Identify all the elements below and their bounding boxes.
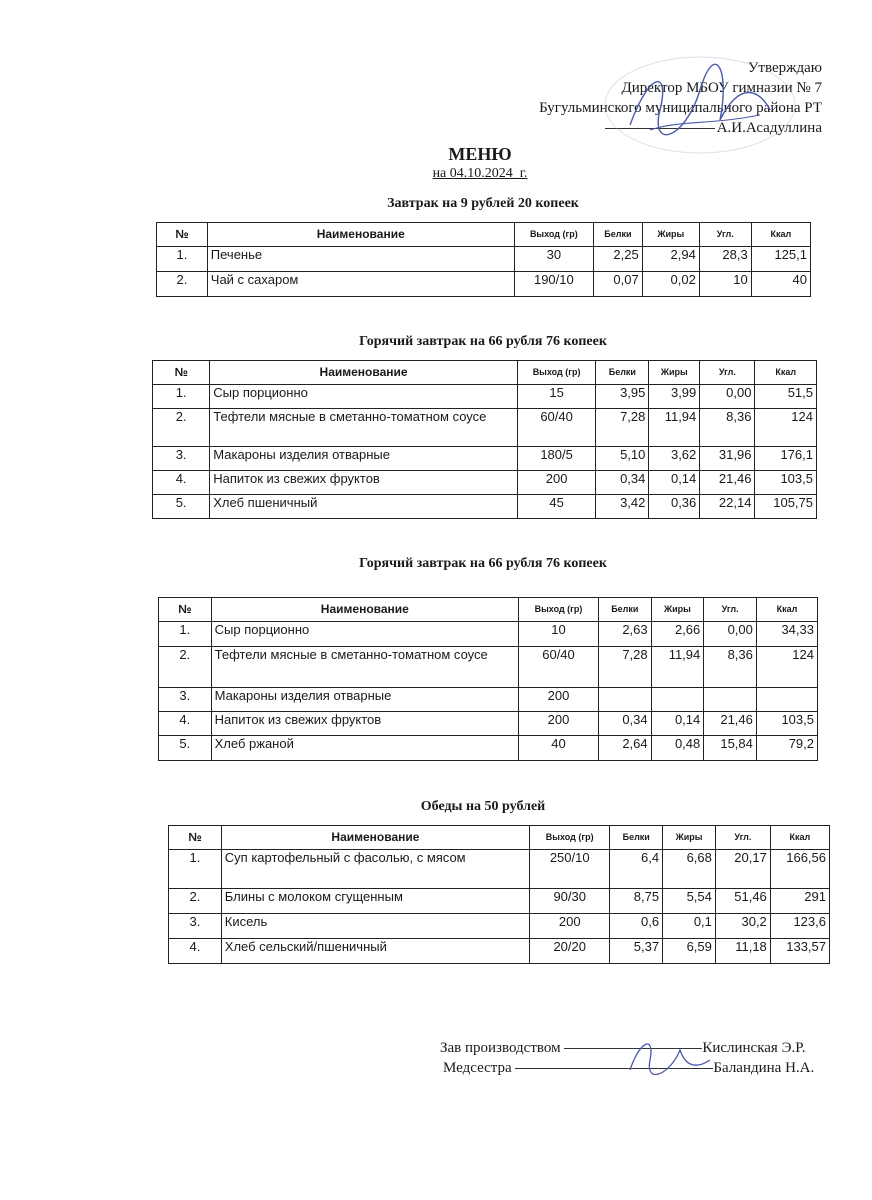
cell-fats: 6,59 xyxy=(663,939,716,964)
cell-kcal: 291 xyxy=(770,889,829,914)
cell-name: Хлеб пшеничный xyxy=(210,495,518,519)
table-row xyxy=(153,409,817,447)
header-kcal: Ккал xyxy=(755,361,817,385)
cell-fats: 0,02 xyxy=(642,272,699,297)
header-kcal: Ккал xyxy=(751,223,810,247)
cell-output: 180/5 xyxy=(517,447,595,471)
cell-name: Печенье xyxy=(207,247,514,272)
cell-fats xyxy=(651,688,704,712)
cell-fats: 0,1 xyxy=(663,914,716,939)
cell-kcal: 133,57 xyxy=(770,939,829,964)
cell-fats: 0,36 xyxy=(649,495,700,519)
header-output: Выход (гр) xyxy=(519,598,599,622)
cell-carbs: 10 xyxy=(699,272,751,297)
header-carbs: Угл. xyxy=(700,361,755,385)
director-name: А.И.Асадуллина xyxy=(716,120,822,136)
cell-carbs: 0,00 xyxy=(704,622,757,647)
menu-table-3 xyxy=(158,597,818,761)
header-fats: Жиры xyxy=(642,223,699,247)
production-label: Зав производством xyxy=(440,1040,561,1056)
cell-carbs: 51,46 xyxy=(715,889,770,914)
cell-kcal: 125,1 xyxy=(751,247,810,272)
cell-carbs: 11,18 xyxy=(715,939,770,964)
header-output: Выход (гр) xyxy=(530,826,610,850)
cell-name: Сыр порционно xyxy=(211,622,518,647)
cell-output: 200 xyxy=(530,914,610,939)
cell-output: 200 xyxy=(517,471,595,495)
cell-num: 4. xyxy=(169,939,222,964)
cell-fats: 0,48 xyxy=(651,736,704,761)
cell-kcal: 124 xyxy=(755,409,817,447)
cell-carbs: 15,84 xyxy=(704,736,757,761)
cell-proteins: 0,07 xyxy=(594,272,643,297)
cell-proteins: 5,10 xyxy=(596,447,649,471)
cell-name: Макароны изделия отварные xyxy=(210,447,518,471)
signature-blank xyxy=(515,1068,713,1069)
cell-num: 1. xyxy=(159,622,212,647)
cell-fats: 6,68 xyxy=(663,850,716,889)
cell-kcal: 79,2 xyxy=(756,736,817,761)
cell-name: Блины с молоком сгущенным xyxy=(221,889,529,914)
header-num: № xyxy=(159,598,212,622)
approval-line-1: Утверждаю xyxy=(747,60,822,76)
approval-line-3: Бугульминского муниципального района РТ xyxy=(539,100,822,116)
table-row xyxy=(153,447,817,471)
signature-blank xyxy=(564,1048,702,1049)
header-kcal: Ккал xyxy=(756,598,817,622)
table-row xyxy=(159,622,818,647)
table-header xyxy=(157,223,811,247)
signature-blank xyxy=(605,128,715,129)
cell-num: 3. xyxy=(159,688,212,712)
header-num: № xyxy=(169,826,222,850)
menu-table-4 xyxy=(168,825,830,964)
approval-line-4 xyxy=(539,118,822,138)
cell-fats: 0,14 xyxy=(651,712,704,736)
cell-proteins: 3,95 xyxy=(596,385,649,409)
cell-proteins: 2,63 xyxy=(599,622,652,647)
cell-num: 2. xyxy=(159,647,212,688)
cell-name: Напиток из свежих фруктов xyxy=(210,471,518,495)
header-fats: Жиры xyxy=(649,361,700,385)
cell-name: Сыр порционно xyxy=(210,385,518,409)
cell-kcal: 176,1 xyxy=(755,447,817,471)
cell-fats: 11,94 xyxy=(649,409,700,447)
section-title-3: Горячий завтрак на 66 рубля 76 копеек xyxy=(359,556,607,571)
cell-name: Тефтели мясные в сметанно-томатном соусе xyxy=(210,409,518,447)
cell-output: 20/20 xyxy=(530,939,610,964)
cell-name: Суп картофельный с фасолью, с мясом xyxy=(221,850,529,889)
table-header xyxy=(153,361,817,385)
table-row xyxy=(169,914,830,939)
cell-kcal: 51,5 xyxy=(755,385,817,409)
cell-proteins: 0,34 xyxy=(599,712,652,736)
cell-num: 5. xyxy=(153,495,210,519)
cell-name: Макароны изделия отварные xyxy=(211,688,518,712)
table-row xyxy=(159,736,818,761)
section-title-1: Завтрак на 9 рублей 20 копеек xyxy=(387,196,579,211)
table-row xyxy=(153,471,817,495)
cell-output: 200 xyxy=(519,688,599,712)
cell-name: Хлеб сельский/пшеничный xyxy=(221,939,529,964)
cell-output: 45 xyxy=(517,495,595,519)
section-title-2: Горячий завтрак на 66 рубля 76 копеек xyxy=(359,334,607,349)
cell-kcal: 124 xyxy=(756,647,817,688)
table-row xyxy=(157,247,811,272)
header-carbs: Угл. xyxy=(704,598,757,622)
table-row xyxy=(169,850,830,889)
table-row xyxy=(169,939,830,964)
cell-kcal: 123,6 xyxy=(770,914,829,939)
cell-proteins: 0,34 xyxy=(596,471,649,495)
cell-carbs xyxy=(704,688,757,712)
cell-carbs: 22,14 xyxy=(700,495,755,519)
table-row xyxy=(159,712,818,736)
cell-num: 3. xyxy=(153,447,210,471)
cell-fats: 2,66 xyxy=(651,622,704,647)
cell-kcal: 34,33 xyxy=(756,622,817,647)
cell-output: 10 xyxy=(519,622,599,647)
footer-nurse xyxy=(443,1058,814,1078)
header-name: Наименование xyxy=(221,826,529,850)
cell-kcal: 103,5 xyxy=(756,712,817,736)
cell-output: 250/10 xyxy=(530,850,610,889)
cell-proteins: 3,42 xyxy=(596,495,649,519)
cell-proteins: 0,6 xyxy=(610,914,663,939)
cell-name: Тефтели мясные в сметанно-томатном соусе xyxy=(211,647,518,688)
approval-line-2: Директор МБОУ гимназии № 7 xyxy=(621,80,822,96)
cell-name: Хлеб ржаной xyxy=(211,736,518,761)
nurse-label: Медсестра xyxy=(443,1060,512,1076)
cell-proteins: 7,28 xyxy=(596,409,649,447)
header-output: Выход (гр) xyxy=(514,223,593,247)
menu-date: на 04.10.2024_г. xyxy=(432,166,528,181)
header-fats: Жиры xyxy=(651,598,704,622)
cell-carbs: 21,46 xyxy=(704,712,757,736)
cell-proteins: 8,75 xyxy=(610,889,663,914)
cell-num: 2. xyxy=(153,409,210,447)
cell-kcal: 105,75 xyxy=(755,495,817,519)
cell-num: 2. xyxy=(169,889,222,914)
cell-proteins: 5,37 xyxy=(610,939,663,964)
table-row xyxy=(169,889,830,914)
header-carbs: Угл. xyxy=(715,826,770,850)
header-proteins: Белки xyxy=(610,826,663,850)
nurse-name: Баландина Н.А. xyxy=(713,1060,815,1076)
header-carbs: Угл. xyxy=(699,223,751,247)
header-kcal: Ккал xyxy=(770,826,829,850)
cell-output: 90/30 xyxy=(530,889,610,914)
cell-fats: 3,99 xyxy=(649,385,700,409)
cell-kcal: 40 xyxy=(751,272,810,297)
menu-table-1 xyxy=(156,222,811,297)
page-title: МЕНЮ xyxy=(448,144,512,164)
table-row xyxy=(153,385,817,409)
header-num: № xyxy=(157,223,208,247)
table-row xyxy=(157,272,811,297)
production-name: Кислинская Э.Р. xyxy=(702,1040,806,1056)
cell-output: 30 xyxy=(514,247,593,272)
table-row xyxy=(159,688,818,712)
cell-output: 60/40 xyxy=(517,409,595,447)
cell-fats: 11,94 xyxy=(651,647,704,688)
cell-output: 200 xyxy=(519,712,599,736)
cell-carbs: 20,17 xyxy=(715,850,770,889)
cell-num: 1. xyxy=(157,247,208,272)
cell-proteins: 7,28 xyxy=(599,647,652,688)
cell-proteins: 2,64 xyxy=(599,736,652,761)
cell-proteins xyxy=(599,688,652,712)
menu-table-2 xyxy=(152,360,817,519)
cell-name: Напиток из свежих фруктов xyxy=(211,712,518,736)
header-fats: Жиры xyxy=(663,826,716,850)
cell-fats: 0,14 xyxy=(649,471,700,495)
cell-carbs: 21,46 xyxy=(700,471,755,495)
header-proteins: Белки xyxy=(594,223,643,247)
header-output: Выход (гр) xyxy=(517,361,595,385)
cell-num: 1. xyxy=(153,385,210,409)
cell-num: 4. xyxy=(159,712,212,736)
table-row xyxy=(159,647,818,688)
footer-production xyxy=(440,1038,805,1058)
cell-carbs: 28,3 xyxy=(699,247,751,272)
section-title-4: Обеды на 50 рублей xyxy=(420,799,546,814)
header-name: Наименование xyxy=(207,223,514,247)
cell-fats: 5,54 xyxy=(663,889,716,914)
cell-output: 190/10 xyxy=(514,272,593,297)
cell-output: 40 xyxy=(519,736,599,761)
cell-proteins: 6,4 xyxy=(610,850,663,889)
cell-carbs: 31,96 xyxy=(700,447,755,471)
cell-num: 4. xyxy=(153,471,210,495)
cell-num: 2. xyxy=(157,272,208,297)
cell-kcal: 166,56 xyxy=(770,850,829,889)
header-proteins: Белки xyxy=(596,361,649,385)
cell-kcal: 103,5 xyxy=(755,471,817,495)
cell-proteins: 2,25 xyxy=(594,247,643,272)
cell-kcal xyxy=(756,688,817,712)
cell-carbs: 30,2 xyxy=(715,914,770,939)
header-proteins: Белки xyxy=(599,598,652,622)
cell-num: 5. xyxy=(159,736,212,761)
cell-name: Чай с сахаром xyxy=(207,272,514,297)
header-name: Наименование xyxy=(211,598,518,622)
cell-num: 1. xyxy=(169,850,222,889)
table-header xyxy=(169,826,830,850)
cell-carbs: 8,36 xyxy=(700,409,755,447)
header-num: № xyxy=(153,361,210,385)
cell-carbs: 8,36 xyxy=(704,647,757,688)
cell-fats: 2,94 xyxy=(642,247,699,272)
cell-num: 3. xyxy=(169,914,222,939)
cell-carbs: 0,00 xyxy=(700,385,755,409)
cell-output: 60/40 xyxy=(519,647,599,688)
header-name: Наименование xyxy=(210,361,518,385)
approval-block xyxy=(539,58,822,138)
table-header xyxy=(159,598,818,622)
table-row xyxy=(153,495,817,519)
cell-fats: 3,62 xyxy=(649,447,700,471)
cell-name: Кисель xyxy=(221,914,529,939)
cell-output: 15 xyxy=(517,385,595,409)
